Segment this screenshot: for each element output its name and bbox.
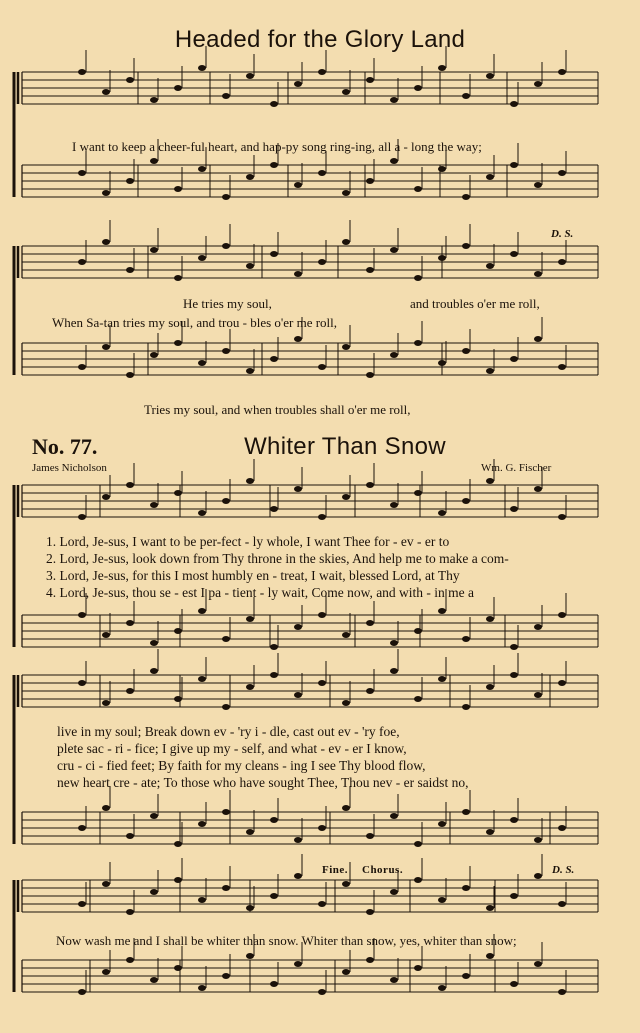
hymn1-line2-lyric-b: and troubles o'er me roll, bbox=[410, 296, 540, 311]
note-head bbox=[294, 336, 302, 342]
note-head bbox=[462, 194, 470, 200]
note-head bbox=[510, 251, 518, 257]
note-head bbox=[486, 73, 494, 79]
note-head bbox=[558, 259, 566, 265]
note-head bbox=[102, 344, 110, 350]
note-head bbox=[198, 821, 206, 827]
note-head bbox=[78, 989, 86, 995]
note-head bbox=[102, 805, 110, 811]
note-head bbox=[222, 636, 230, 642]
hymn2-title: Whiter Than Snow bbox=[244, 433, 446, 460]
note-head bbox=[222, 704, 230, 710]
note-head bbox=[510, 506, 518, 512]
note-head bbox=[390, 640, 398, 646]
note-head bbox=[414, 340, 422, 346]
hymn1-title: Headed for the Glory Land bbox=[174, 26, 466, 53]
note-head bbox=[534, 961, 542, 967]
note-head bbox=[246, 73, 254, 79]
note-head bbox=[150, 889, 158, 895]
note-head bbox=[198, 166, 206, 172]
note-head bbox=[438, 676, 446, 682]
note-head bbox=[150, 640, 158, 646]
note-head bbox=[126, 688, 134, 694]
note-head bbox=[246, 905, 254, 911]
note-head bbox=[510, 101, 518, 107]
note-head bbox=[78, 364, 86, 370]
note-head bbox=[246, 616, 254, 622]
note-head bbox=[510, 893, 518, 899]
note-head bbox=[174, 696, 182, 702]
note-head bbox=[150, 502, 158, 508]
note-head bbox=[534, 692, 542, 698]
note-head bbox=[318, 514, 326, 520]
note-head bbox=[510, 672, 518, 678]
note-head bbox=[270, 817, 278, 823]
note-head bbox=[342, 969, 350, 975]
note-head bbox=[294, 486, 302, 492]
note-head bbox=[534, 81, 542, 87]
staff bbox=[18, 220, 598, 281]
note-head bbox=[366, 178, 374, 184]
chorus-mark: Chorus. bbox=[362, 864, 404, 876]
note-head bbox=[246, 829, 254, 835]
note-head bbox=[510, 817, 518, 823]
verse-2-line-2: plete sac - ri - fice; I give up my - self, and what - ev - er I know, bbox=[57, 741, 407, 756]
note-head bbox=[174, 186, 182, 192]
hymn1-ds-mark: D. S. bbox=[551, 228, 574, 240]
note-head bbox=[414, 275, 422, 281]
note-head bbox=[150, 352, 158, 358]
note-head bbox=[150, 668, 158, 674]
note-head bbox=[438, 65, 446, 71]
note-head bbox=[438, 166, 446, 172]
note-head bbox=[462, 704, 470, 710]
note-head bbox=[294, 182, 302, 188]
note-head bbox=[438, 360, 446, 366]
note-head bbox=[390, 247, 398, 253]
note-head bbox=[270, 101, 278, 107]
note-head bbox=[198, 676, 206, 682]
note-head bbox=[318, 170, 326, 176]
note-head bbox=[366, 957, 374, 963]
note-head bbox=[150, 158, 158, 164]
note-head bbox=[414, 85, 422, 91]
note-head bbox=[486, 829, 494, 835]
note-head bbox=[150, 97, 158, 103]
note-head bbox=[246, 684, 254, 690]
note-head bbox=[270, 672, 278, 678]
hymn2-composer: Wm. G. Fischer bbox=[481, 462, 552, 474]
note-head bbox=[198, 255, 206, 261]
note-head bbox=[486, 953, 494, 959]
note-head bbox=[174, 628, 182, 634]
note-head bbox=[294, 961, 302, 967]
note-head bbox=[414, 696, 422, 702]
note-head bbox=[174, 841, 182, 847]
note-head bbox=[270, 356, 278, 362]
note-head bbox=[126, 957, 134, 963]
note-head bbox=[246, 478, 254, 484]
note-head bbox=[150, 813, 158, 819]
note-head bbox=[318, 680, 326, 686]
note-head bbox=[294, 837, 302, 843]
note-head bbox=[558, 514, 566, 520]
note-head bbox=[462, 636, 470, 642]
note-head bbox=[102, 494, 110, 500]
note-head bbox=[414, 877, 422, 883]
note-head bbox=[366, 267, 374, 273]
note-head bbox=[126, 909, 134, 915]
note-head bbox=[438, 897, 446, 903]
note-head bbox=[222, 243, 230, 249]
hymn1-line2-bass-lyric: Tries my soul, and when troubles shall o'er me roll, bbox=[144, 402, 411, 417]
note-head bbox=[198, 65, 206, 71]
note-head bbox=[462, 498, 470, 504]
note-head bbox=[78, 514, 86, 520]
note-head bbox=[390, 158, 398, 164]
note-head bbox=[294, 692, 302, 698]
note-head bbox=[294, 81, 302, 87]
note-head bbox=[438, 510, 446, 516]
note-head bbox=[102, 239, 110, 245]
note-head bbox=[198, 608, 206, 614]
hymn2-author: James Nicholson bbox=[32, 462, 107, 474]
note-head bbox=[414, 628, 422, 634]
note-head bbox=[126, 620, 134, 626]
note-head bbox=[390, 977, 398, 983]
note-head bbox=[438, 985, 446, 991]
note-head bbox=[390, 352, 398, 358]
note-head bbox=[510, 162, 518, 168]
note-head bbox=[174, 965, 182, 971]
note-head bbox=[102, 632, 110, 638]
note-head bbox=[366, 372, 374, 378]
staff bbox=[18, 46, 598, 107]
note-head bbox=[222, 194, 230, 200]
note-head bbox=[222, 93, 230, 99]
note-head bbox=[126, 482, 134, 488]
note-head bbox=[534, 486, 542, 492]
note-head bbox=[126, 833, 134, 839]
note-head bbox=[534, 873, 542, 879]
note-head bbox=[318, 259, 326, 265]
note-head bbox=[366, 909, 374, 915]
note-head bbox=[390, 502, 398, 508]
note-head bbox=[486, 616, 494, 622]
note-head bbox=[558, 825, 566, 831]
note-head bbox=[222, 973, 230, 979]
note-head bbox=[486, 368, 494, 374]
note-head bbox=[414, 965, 422, 971]
note-head bbox=[222, 885, 230, 891]
note-head bbox=[198, 360, 206, 366]
note-head bbox=[462, 93, 470, 99]
note-head bbox=[414, 186, 422, 192]
note-head bbox=[78, 170, 86, 176]
note-head bbox=[78, 612, 86, 618]
note-head bbox=[222, 809, 230, 815]
note-head bbox=[174, 490, 182, 496]
note-head bbox=[534, 837, 542, 843]
verse-3-line-1: 3. Lord, Je-sus, for this I most humbly en - treat, I wait, blessed Lord, at Thy bbox=[46, 568, 460, 583]
note-head bbox=[486, 263, 494, 269]
note-head bbox=[150, 247, 158, 253]
note-head bbox=[342, 494, 350, 500]
note-head bbox=[246, 368, 254, 374]
note-head bbox=[366, 620, 374, 626]
note-head bbox=[534, 336, 542, 342]
note-head bbox=[558, 612, 566, 618]
note-head bbox=[534, 624, 542, 630]
note-head bbox=[78, 901, 86, 907]
note-head bbox=[174, 877, 182, 883]
note-head bbox=[390, 97, 398, 103]
staff bbox=[18, 854, 598, 915]
note-head bbox=[270, 162, 278, 168]
note-head bbox=[510, 981, 518, 987]
note-head bbox=[174, 275, 182, 281]
note-head bbox=[558, 364, 566, 370]
staff bbox=[18, 649, 598, 710]
note-head bbox=[462, 973, 470, 979]
note-head bbox=[318, 901, 326, 907]
note-head bbox=[534, 182, 542, 188]
note-head bbox=[462, 885, 470, 891]
note-head bbox=[486, 905, 494, 911]
note-head bbox=[270, 981, 278, 987]
note-head bbox=[510, 644, 518, 650]
note-head bbox=[414, 841, 422, 847]
note-head bbox=[558, 901, 566, 907]
note-head bbox=[222, 348, 230, 354]
verse-1-line-1: 1. Lord, Je-sus, I want to be per-fect - ly whole, I want Thee for - ev - er to bbox=[46, 534, 450, 549]
note-head bbox=[342, 89, 350, 95]
note-head bbox=[342, 239, 350, 245]
note-head bbox=[438, 608, 446, 614]
note-head bbox=[294, 271, 302, 277]
note-head bbox=[246, 263, 254, 269]
note-head bbox=[486, 684, 494, 690]
note-head bbox=[198, 985, 206, 991]
hymn1-line1-lyric: I want to keep a cheer-ful heart, and hap-py song ring-ing, all a - long the way; bbox=[72, 139, 482, 154]
note-head bbox=[126, 267, 134, 273]
hymn2-ds-mark: D. S. bbox=[552, 864, 575, 876]
note-head bbox=[102, 969, 110, 975]
note-head bbox=[318, 612, 326, 618]
note-head bbox=[198, 510, 206, 516]
note-head bbox=[390, 889, 398, 895]
note-head bbox=[414, 490, 422, 496]
note-head bbox=[126, 178, 134, 184]
note-head bbox=[558, 69, 566, 75]
note-head bbox=[558, 680, 566, 686]
note-head bbox=[78, 259, 86, 265]
note-head bbox=[390, 813, 398, 819]
note-head bbox=[558, 989, 566, 995]
note-head bbox=[102, 190, 110, 196]
note-head bbox=[342, 700, 350, 706]
note-head bbox=[294, 624, 302, 630]
chorus-lyric: Now wash me and I shall be whiter than snow. Whiter than snow, yes, whiter than snow; bbox=[56, 933, 517, 948]
note-head bbox=[174, 340, 182, 346]
note-head bbox=[366, 688, 374, 694]
verse-4-line-1: 4. Lord, Je-sus, thou se - est I pa - tient - ly wait, Come now, and with - in me a bbox=[46, 585, 475, 600]
note-head bbox=[462, 243, 470, 249]
note-head bbox=[462, 809, 470, 815]
note-head bbox=[198, 897, 206, 903]
note-head bbox=[270, 506, 278, 512]
note-head bbox=[558, 170, 566, 176]
note-head bbox=[510, 356, 518, 362]
note-head bbox=[150, 977, 158, 983]
staff bbox=[22, 786, 598, 847]
verse-1-line-2: live in my soul; Break down ev - 'ry i - dle, cast out ev - 'ry foe, bbox=[57, 724, 400, 739]
note-head bbox=[318, 69, 326, 75]
note-head bbox=[438, 255, 446, 261]
note-head bbox=[246, 953, 254, 959]
verse-4-line-2: new heart cre - ate; To those who have sought Thee, Thou nev - er saidst no, bbox=[57, 775, 469, 790]
note-head bbox=[342, 344, 350, 350]
note-head bbox=[270, 251, 278, 257]
verse-2-line-1: 2. Lord, Je-sus, look down from Thy throne in the skies, And help me to make a com- bbox=[46, 551, 509, 566]
note-head bbox=[438, 821, 446, 827]
note-head bbox=[78, 680, 86, 686]
note-head bbox=[102, 89, 110, 95]
note-head bbox=[342, 805, 350, 811]
hymn1-line2-lyric-a: He tries my soul, bbox=[183, 296, 272, 311]
note-head bbox=[102, 881, 110, 887]
verse-3-line-2: cru - ci - fied feet; By faith for my cleans - ing I see Thy blood flow, bbox=[57, 758, 426, 773]
note-head bbox=[126, 372, 134, 378]
note-head bbox=[342, 881, 350, 887]
note-head bbox=[78, 69, 86, 75]
note-head bbox=[318, 364, 326, 370]
note-head bbox=[390, 668, 398, 674]
hymn-number: No. 77. bbox=[32, 434, 98, 459]
note-head bbox=[126, 77, 134, 83]
note-head bbox=[366, 482, 374, 488]
note-head bbox=[318, 825, 326, 831]
note-head bbox=[270, 893, 278, 899]
note-head bbox=[534, 271, 542, 277]
note-head bbox=[342, 190, 350, 196]
note-head bbox=[294, 873, 302, 879]
note-head bbox=[102, 700, 110, 706]
note-head bbox=[270, 644, 278, 650]
note-head bbox=[174, 85, 182, 91]
note-head bbox=[318, 989, 326, 995]
note-head bbox=[486, 478, 494, 484]
note-head bbox=[246, 174, 254, 180]
hymn1-line2-lyric-c: When Sa-tan tries my soul, and trou - bles o'er me roll, bbox=[52, 315, 338, 330]
note-head bbox=[78, 825, 86, 831]
note-head bbox=[486, 174, 494, 180]
note-head bbox=[462, 348, 470, 354]
note-head bbox=[366, 77, 374, 83]
note-head bbox=[366, 833, 374, 839]
note-head bbox=[222, 498, 230, 504]
fine-mark: Fine. bbox=[322, 864, 349, 876]
note-head bbox=[342, 632, 350, 638]
